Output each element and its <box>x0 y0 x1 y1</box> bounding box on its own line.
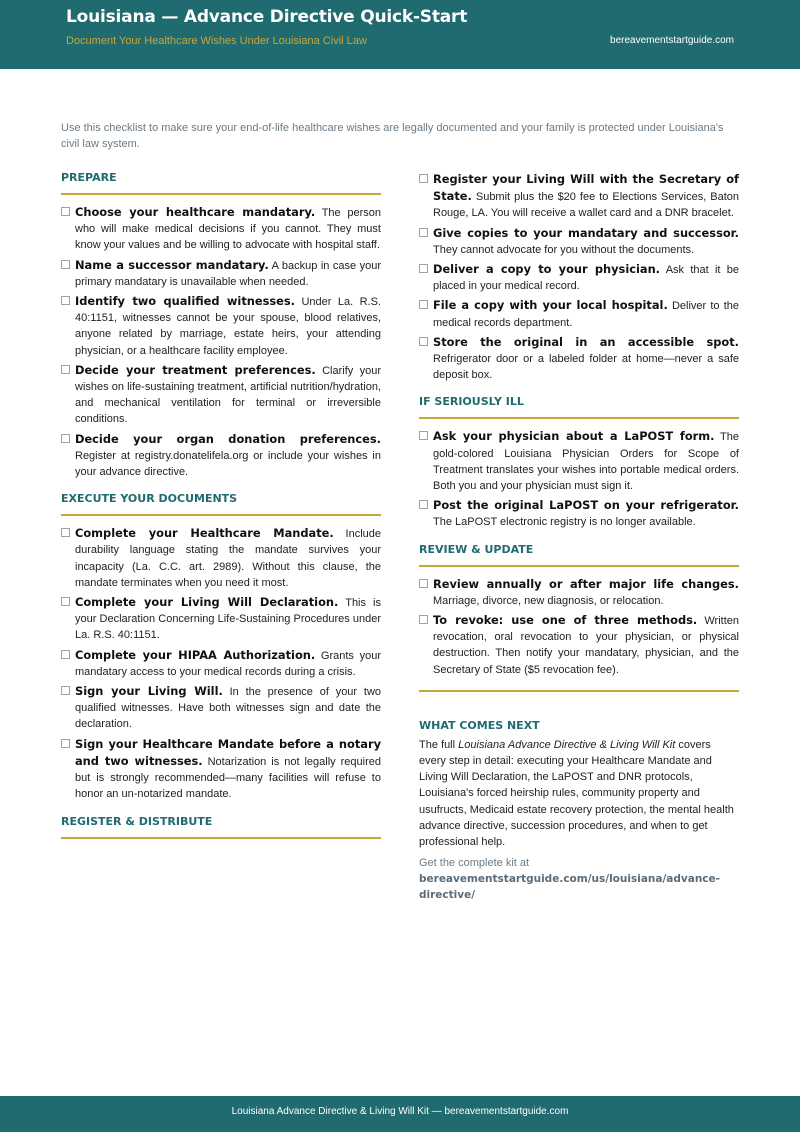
checkbox[interactable] <box>419 500 428 509</box>
section-prepare <box>61 171 381 480</box>
checklist-item <box>61 594 381 644</box>
item-label: Register your Living Will with the Secretary of State. <box>433 172 739 204</box>
next-body-prefix: The full <box>419 738 459 751</box>
right-column <box>419 171 739 903</box>
checkbox[interactable] <box>419 579 428 588</box>
checklist-item <box>61 736 381 803</box>
what-comes-next <box>419 719 739 903</box>
checkbox[interactable] <box>419 228 428 237</box>
item-text: A backup in case your primary mandatary is unavailable when needed. <box>75 259 382 288</box>
checklist-item <box>419 171 739 222</box>
section-register-heading <box>61 815 381 839</box>
checkbox[interactable] <box>419 264 428 273</box>
item-label: Sign your Living Will. <box>75 684 223 699</box>
item-text: In the presence of your two qualified witnesses. Have both witnesses sign and date the declaration. <box>75 686 382 731</box>
item-label: Store the original in an accessible spot. <box>433 334 739 349</box>
item-text: Ask that it be placed in your medical record. <box>433 264 739 293</box>
item-text: Clarify your wishes on life-sustaining treatment, artificial nutrition/hydration, and mechanical ventilation for terminal or irreversible conditions. <box>75 364 381 426</box>
checklist-item <box>419 497 739 530</box>
checkbox[interactable] <box>419 174 428 183</box>
checklist-item <box>419 612 739 678</box>
item-label: Deliver a copy to your physician. <box>433 262 661 277</box>
item-label: Sign your Healthcare Mandate before a notary and two witnesses. <box>75 736 381 768</box>
item-label: Complete your HIPAA Authorization. <box>75 647 316 662</box>
checkbox[interactable] <box>61 296 70 305</box>
item-label: To revoke: use one of three methods. <box>433 613 698 628</box>
checklist-item <box>419 576 739 609</box>
item-text: Register at registry.donatelifela.org or include your wishes in your advance directive. <box>75 449 381 479</box>
item-label: Decide your treatment preferences. <box>75 362 316 377</box>
kit-label-text: Get the complete kit at <box>419 857 530 870</box>
section-review <box>419 543 739 692</box>
checkbox[interactable] <box>61 650 70 659</box>
checklist-item <box>61 204 381 254</box>
header-site-link[interactable]: bereavementstartguide.com <box>610 35 734 46</box>
kit-url-link[interactable]: bereavementstartguide.com/us/louisiana/advance-directive/ <box>419 873 721 902</box>
checkbox[interactable] <box>61 739 70 748</box>
checkbox[interactable] <box>419 431 428 440</box>
item-label: Name a successor mandatary. <box>75 257 269 272</box>
checklist-item <box>61 362 381 428</box>
item-label: Give copies to your mandatary and successor. <box>433 225 739 240</box>
checklist-item <box>61 257 381 290</box>
page-header <box>0 0 800 69</box>
checkbox[interactable] <box>61 207 70 216</box>
checklist-item <box>61 647 381 680</box>
kit-name: Louisiana Advance Directive & Living Will Kit <box>458 738 676 751</box>
checklist-item <box>419 334 739 384</box>
checklist-item <box>61 683 381 733</box>
intro-text: Use this checklist to make sure your end-of-life healthcare wishes are legally documented and your family is protected under Louisiana's civil law system. <box>61 122 724 150</box>
checklist-item <box>419 428 739 494</box>
checklist-item <box>61 431 381 481</box>
checkbox[interactable] <box>419 300 428 309</box>
item-text: Deliver to the medical records department. <box>433 300 739 329</box>
item-text: Grants your mandatary access to your medical records during a crisis. <box>75 649 381 678</box>
checkbox[interactable] <box>419 337 428 346</box>
item-text: The person who will make medical decisions if you cannot. They must know your values and be willing to advocate with hospital staff. <box>75 207 381 252</box>
item-text: Written revocation, oral revocation to your physician, or physical destruction. Then notify your mandatary, physician, and the Secretary of State ($5 revocation fee). <box>433 615 739 676</box>
page-title: Louisiana — Advance Directive Quick-Start <box>66 7 468 27</box>
item-label: Decide your organ donation preferences. <box>75 431 381 446</box>
section-execute <box>61 492 381 802</box>
checklist-item <box>61 293 381 359</box>
checklist-item <box>419 261 739 294</box>
item-text: This is your Declaration Concerning Life-Sustaining Procedures under La. R.S. 40:1151. <box>75 597 382 642</box>
item-text: Notarization is not legally required but is strongly recommended—many facilities will refuse to honor an un-notarized mandate. <box>75 755 381 801</box>
checkbox[interactable] <box>61 434 70 443</box>
item-text: Marriage, divorce, new diagnosis, or relocation. <box>433 594 664 607</box>
next-body <box>419 737 739 850</box>
next-title: WHAT COMES NEXT <box>419 718 540 732</box>
page-footer <box>0 1096 800 1132</box>
kit-label <box>419 855 739 903</box>
section-title: EXECUTE YOUR DOCUMENTS <box>61 492 381 516</box>
item-label: Complete your Healthcare Mandate. <box>75 526 334 541</box>
section-title: IF SERIOUSLY ILL <box>419 395 739 419</box>
item-text: Under La. R.S. 40:1151, witnesses cannot be your spouse, blood relatives, anyone related by marriage, estate heirs, your attending physician, or a healthcare facility employee. <box>75 296 381 357</box>
item-text: The gold-colored Louisiana Physician Orders for Scope of Treatment translates your wishes into portable medical orders. Both you and your physician must sign it. <box>433 431 740 493</box>
section-ill <box>419 395 739 530</box>
item-text: Include durability language stating the mandate survives your incapacity (La. C.C. art. 2989). Without this clause, the mandate terminates when you need it most. <box>75 528 381 589</box>
footer-text: Louisiana Advance Directive & Living Will Kit — bereavementstartguide.com <box>231 1106 569 1117</box>
checkbox[interactable] <box>61 597 70 606</box>
item-label: Ask your physician about a LaPOST form. <box>433 429 715 444</box>
checkbox[interactable] <box>61 365 70 374</box>
item-label: Review annually or after major life changes. <box>433 576 739 591</box>
section-title: REVIEW & UPDATE <box>419 543 739 567</box>
item-text: Submit plus the $20 fee to Elections Services, Baton Rouge, LA. You will receive a wallet card and a DNR bracelet. <box>433 191 740 220</box>
item-label: File a copy with your local hospital. <box>433 298 668 313</box>
section-title: REGISTER & DISTRIBUTE <box>61 815 381 839</box>
page-subtitle: Document Your Healthcare Wishes Under Louisiana Civil Law <box>66 35 367 47</box>
checklist-item <box>419 297 739 330</box>
next-body-suffix: covers every step in detail: executing your Healthcare Mandate and Living Will Declaration, the LaPOST and DNR protocols, Louisiana's forced heirship rules, community property and usufructs, Medicaid estate recovery protection, the mental health advance directive, succession procedures, and when to get professional help. <box>419 738 734 849</box>
checklist-item <box>419 225 739 258</box>
item-label: Complete your Living Will Declaration. <box>75 595 339 610</box>
checkbox[interactable] <box>419 615 428 624</box>
item-text: The LaPOST electronic registry is no longer available. <box>433 516 696 529</box>
item-label: Post the original LaPOST on your refrigerator. <box>433 498 739 513</box>
checklist-item <box>61 525 381 591</box>
checkbox[interactable] <box>61 528 70 537</box>
item-text: They cannot advocate for you without the documents. <box>433 243 695 256</box>
item-label: Identify two qualified witnesses. <box>75 294 295 309</box>
section-divider <box>419 690 739 692</box>
item-label: Choose your healthcare mandatary. <box>75 205 316 219</box>
section-title: PREPARE <box>61 171 381 195</box>
checkbox[interactable] <box>61 260 70 269</box>
left-column <box>61 171 381 848</box>
item-text: Refrigerator door or a labeled folder at home—never a safe deposit box. <box>433 353 739 382</box>
section-register-items <box>419 171 739 383</box>
checkbox[interactable] <box>61 686 70 695</box>
